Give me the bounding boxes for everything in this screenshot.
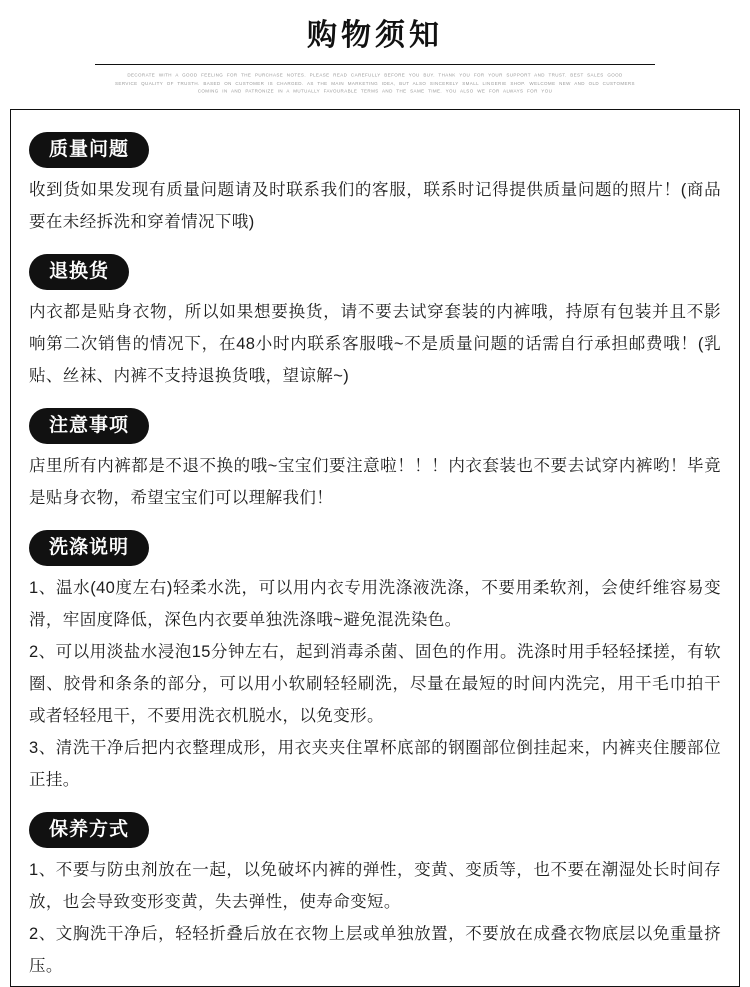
section-paragraph: 收到货如果发现有质量问题请及时联系我们的客服，联系时记得提供质量问题的照片！(商品要在未经拆洗和穿着情况下哦)	[29, 180, 721, 231]
section-paragraph: 1、不要与防虫剂放在一起，以免破坏内裤的弹性，变黄、变质等，也不要在潮湿处长时间存放，也会导致变形变黄，失去弹性，使寿命变短。	[29, 860, 721, 911]
title-divider	[95, 64, 655, 65]
section-heading-washing: 洗涤说明	[29, 530, 149, 566]
section-paragraph: 内衣都是贴身衣物，所以如果想要换货，请不要去试穿套装的内裤哦，持原有包装并且不影响第二次销售的情况下，在48小时内联系客服哦~不是质量问题的话需自行承担邮费哦！(乳贴、丝袜、内裤不支持退换货哦，望谅解~)	[29, 302, 721, 385]
section-heading-wrap-notes	[29, 408, 721, 444]
notice-content-box	[10, 109, 740, 987]
section-heading-wrap-maintenance	[29, 812, 721, 848]
section-heading-notes: 注意事项	[29, 408, 149, 444]
section-return-exchange	[29, 254, 721, 392]
section-heading-wrap-quality	[29, 132, 721, 168]
section-heading-wrap-washing	[29, 530, 721, 566]
section-paragraph: 2、文胸洗干净后，轻轻折叠后放在衣物上层或单独放置，不要放在成叠衣物底层以免重量挤压。	[29, 924, 721, 975]
section-heading-maintenance: 保养方式	[29, 812, 149, 848]
section-paragraph: 2、可以用淡盐水浸泡15分钟左右，起到消毒杀菌、固色的作用。洗涤时用手轻轻揉搓，有软圈、胶骨和条条的部分，可以用小软刷轻轻刷洗，尽量在最短的时间内洗完，用干毛巾拍干或者轻轻甩干，不要用洗衣机脱水，以免变形。	[29, 642, 721, 725]
section-maintenance	[29, 812, 721, 982]
section-heading-wrap-return	[29, 254, 721, 290]
section-quality-issue	[29, 132, 721, 238]
section-washing	[29, 530, 721, 796]
section-notes	[29, 408, 721, 514]
header-subtext: DECORATE WITH A GOOD FEELING FOR THE PURCHASE NOTES. PLEASE READ CAREFULLY BEFORE YOU BUY. THANK YOU FOR YOUR SUPPORT AND TRUST. BEST SALES GOOD SERVICE QUALITY OF TRUSTH. BASED ON CUSTOMER IS CHARGED. AS THE MAIN MARKETING IDEA, BUT ALSO SINCERELY SMALL LINGERIE SHOP. WELCOME NEW AND OLD CUSTOMERS COMING IN AND PATRONIZE IN A MUTUALLY FAVOURABLE TERMS AND THE SAME TIME. YOU ALSO WE FOR ALWAYS FOR YOU	[115, 72, 635, 94]
page-title: 购物须知	[307, 19, 443, 52]
section-heading-return: 退换货	[29, 254, 129, 290]
section-heading-quality: 质量问题	[29, 132, 149, 168]
section-paragraph: 3、清洗干净后把内衣整理成形，用衣夹夹住罩杯底部的钢圈部位倒挂起来，内裤夹住腰部位正挂。	[29, 738, 721, 789]
section-paragraph: 1、温水(40度左右)轻柔水洗，可以用内衣专用洗涤液洗涤，不要用柔软剂，会使纤维容易变滑，牢固度降低，深色内衣要单独洗涤哦~避免混洗染色。	[29, 578, 721, 629]
page-header	[0, 0, 750, 97]
section-paragraph: 店里所有内裤都是不退不换的哦~宝宝们要注意啦！！！内衣套装也不要去试穿内裤哟！毕竟是贴身衣物，希望宝宝们可以理解我们！	[29, 456, 721, 507]
